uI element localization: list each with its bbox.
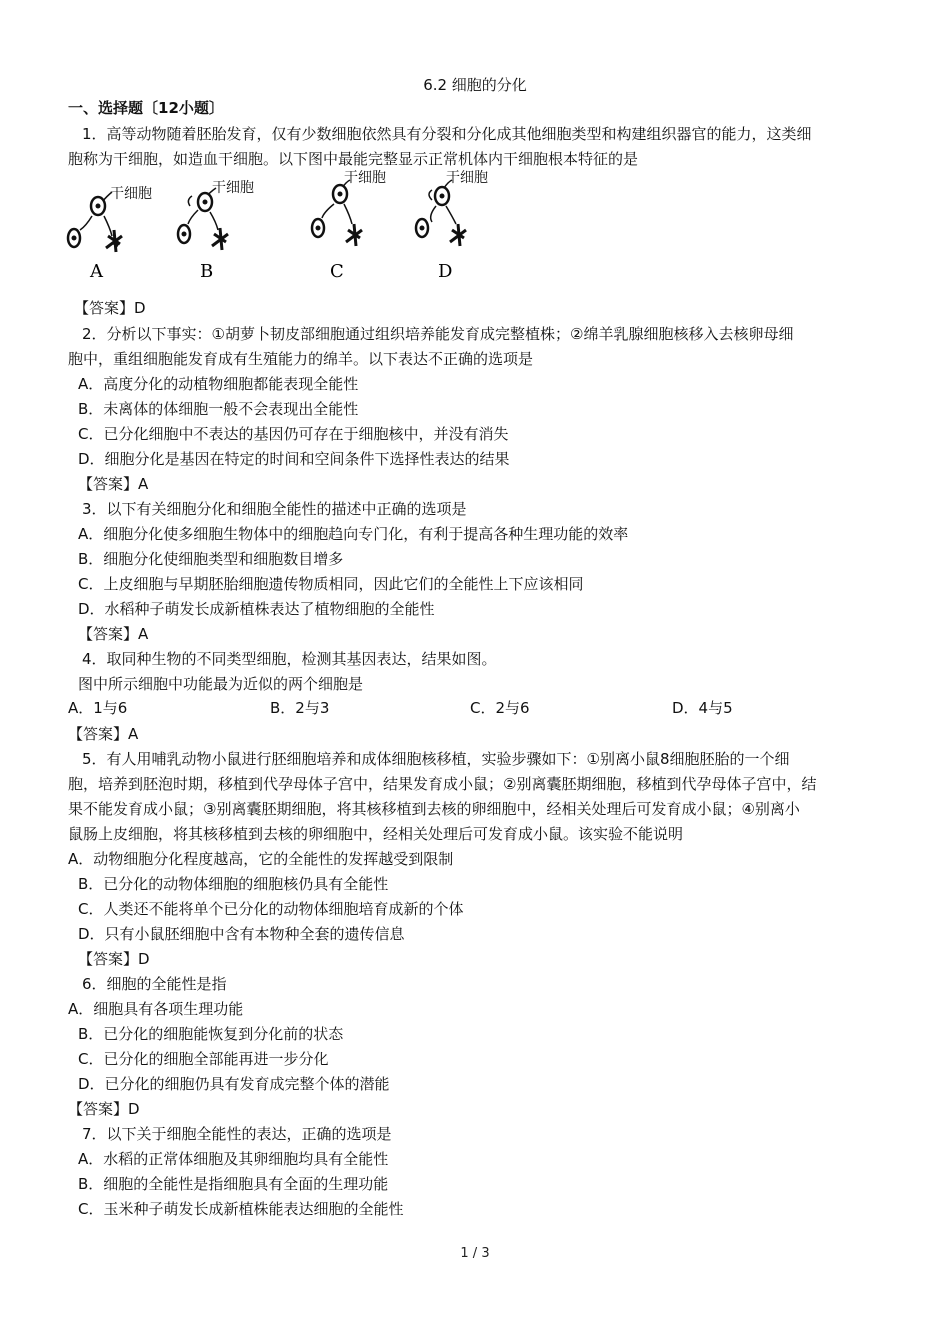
figure-label-c: C: [330, 261, 344, 282]
q7-stem-line1: 7．以下关于细胞全能性的表达，正确的选项是: [82, 1125, 392, 1143]
stem-cell-figure: [60, 166, 500, 286]
q1-stem-line1: 1．高等动物随着胚胎发育，仅有少数细胞依然具有分裂和分化成其他细胞类型和构建组织器官的能力，这类细: [82, 125, 812, 143]
q6-option-a: A．细胞具有各项生理功能: [68, 1000, 244, 1018]
q3-option-c: C．上皮细胞与早期胚胎细胞遗传物质相同，因此它们的全能性上下应该相同: [78, 575, 584, 593]
q5-stem-line2: 胞，培养到胚泡时期，移植到代孕母体子宫中，结果发育成小鼠；②别离囊胚期细胞，移植到代孕母体子宫中，结: [68, 775, 817, 793]
q4-option-a: A．1与6: [68, 699, 128, 717]
q4-stem-line2: 图中所示细胞中功能最为近似的两个细胞是: [78, 675, 364, 693]
q2-option-b: B．未离体的体细胞一般不会表现出全能性: [78, 400, 359, 418]
q3-option-a: A．细胞分化使多细胞生物体中的细胞趋向专门化，有利于提高各种生理功能的效率: [78, 525, 629, 543]
q5-stem-line3: 果不能发育成小鼠；③别离囊胚期细胞，将其核移植到去核的卵细胞中，经相关处理后可发育成小鼠；④别离小: [68, 800, 800, 818]
q3-answer: 【答案】A: [78, 625, 149, 643]
q6-answer: 【答案】D: [68, 1100, 140, 1118]
q6-option-b: B．已分化的细胞能恢复到分化前的状态: [78, 1025, 344, 1043]
q6-option-d: D．已分化的细胞仍具有发育成完整个体的潜能: [78, 1075, 390, 1093]
q5-stem-line1: 5．有人用哺乳动物小鼠进行胚细胞培养和成体细胞核移植，实验步骤如下：①别离小鼠8细胞胚胎的一个细: [82, 750, 790, 768]
q5-answer: 【答案】D: [78, 950, 150, 968]
figure-c-caption: 干细胞: [344, 170, 386, 186]
figure-label-a: A: [90, 261, 103, 282]
q2-option-a: A．高度分化的动植物细胞都能表现全能性: [78, 375, 359, 393]
q3-option-d: D．水稻种子萌发长成新植株表达了植物细胞的全能性: [78, 600, 435, 618]
q4-option-b: B．2与3: [270, 699, 330, 717]
page-title: 6.2 细胞的分化: [423, 76, 527, 94]
q2-answer: 【答案】A: [78, 475, 149, 493]
figure-option-a: [68, 186, 152, 282]
q7-option-a: A．水稻的正常体细胞及其卵细胞均具有全能性: [78, 1150, 389, 1168]
q7-option-b: B．细胞的全能性是指细胞具有全面的生理功能: [78, 1175, 389, 1193]
q1-answer: 【答案】D: [74, 299, 146, 317]
figure-d-caption: 干细胞: [446, 170, 488, 186]
q5-option-c: C．人类还不能将单个已分化的动物体细胞培育成新的个体: [78, 900, 464, 918]
q1-stem-line2: 胞称为干细胞，如造血干细胞。以下图中最能完整显示正常机体内干细胞根本特征的是: [68, 150, 639, 168]
q2-option-c: C．已分化细胞中不表达的基因仍可存在于细胞核中，并没有消失: [78, 425, 509, 443]
q5-option-d: D．只有小鼠胚细胞中含有本物种全套的遗传信息: [78, 925, 405, 943]
q5-stem-line4: 鼠肠上皮细胞，将其核移植到去核的卵细胞中，经相关处理后可发育成小鼠。该实验不能说明: [68, 825, 684, 843]
q4-option-d: D．4与5: [672, 699, 733, 717]
q7-option-c: C．玉米种子萌发长成新植株能表达细胞的全能性: [78, 1200, 404, 1218]
q2-option-d: D．细胞分化是基因在特定的时间和空间条件下选择性表达的结果: [78, 450, 510, 468]
q6-option-c: C．已分化的细胞全部能再进一步分化: [78, 1050, 329, 1068]
figure-option-c: [312, 170, 386, 282]
figure-a-caption: 干细胞: [110, 186, 152, 202]
page-number: 1 / 3: [460, 1246, 490, 1261]
q4-answer: 【答案】A: [68, 725, 139, 743]
figure-option-b: [178, 180, 254, 282]
q5-option-a: A．动物细胞分化程度越高，它的全能性的发挥越受到限制: [68, 850, 454, 868]
q2-stem-line1: 2．分析以下事实：①胡萝卜韧皮部细胞通过组织培养能发育成完整植株；②绵羊乳腺细胞核移入去核卵母细: [82, 325, 794, 343]
q4-option-c: C．2与6: [470, 699, 530, 717]
q2-stem-line2: 胞中，重组细胞能发育成有生殖能力的绵羊。以下表达不正确的选项是: [68, 350, 534, 368]
figure-b-caption: 干细胞: [212, 180, 254, 196]
q5-option-b: B．已分化的动物体细胞的细胞核仍具有全能性: [78, 875, 389, 893]
q3-option-b: B．细胞分化使细胞类型和细胞数目增多: [78, 550, 344, 568]
figure-option-d: [416, 170, 488, 282]
q4-stem-line1: 4．取同种生物的不同类型细胞，检测其基因表达，结果如图。: [82, 650, 497, 668]
section-heading: 一、选择题〔12小题〕: [68, 99, 224, 117]
q6-stem-line1: 6．细胞的全能性是指: [82, 975, 227, 993]
figure-label-d: D: [438, 261, 453, 282]
q3-stem-line1: 3．以下有关细胞分化和细胞全能性的描述中正确的选项是: [82, 500, 467, 518]
figure-label-b: B: [200, 261, 214, 282]
